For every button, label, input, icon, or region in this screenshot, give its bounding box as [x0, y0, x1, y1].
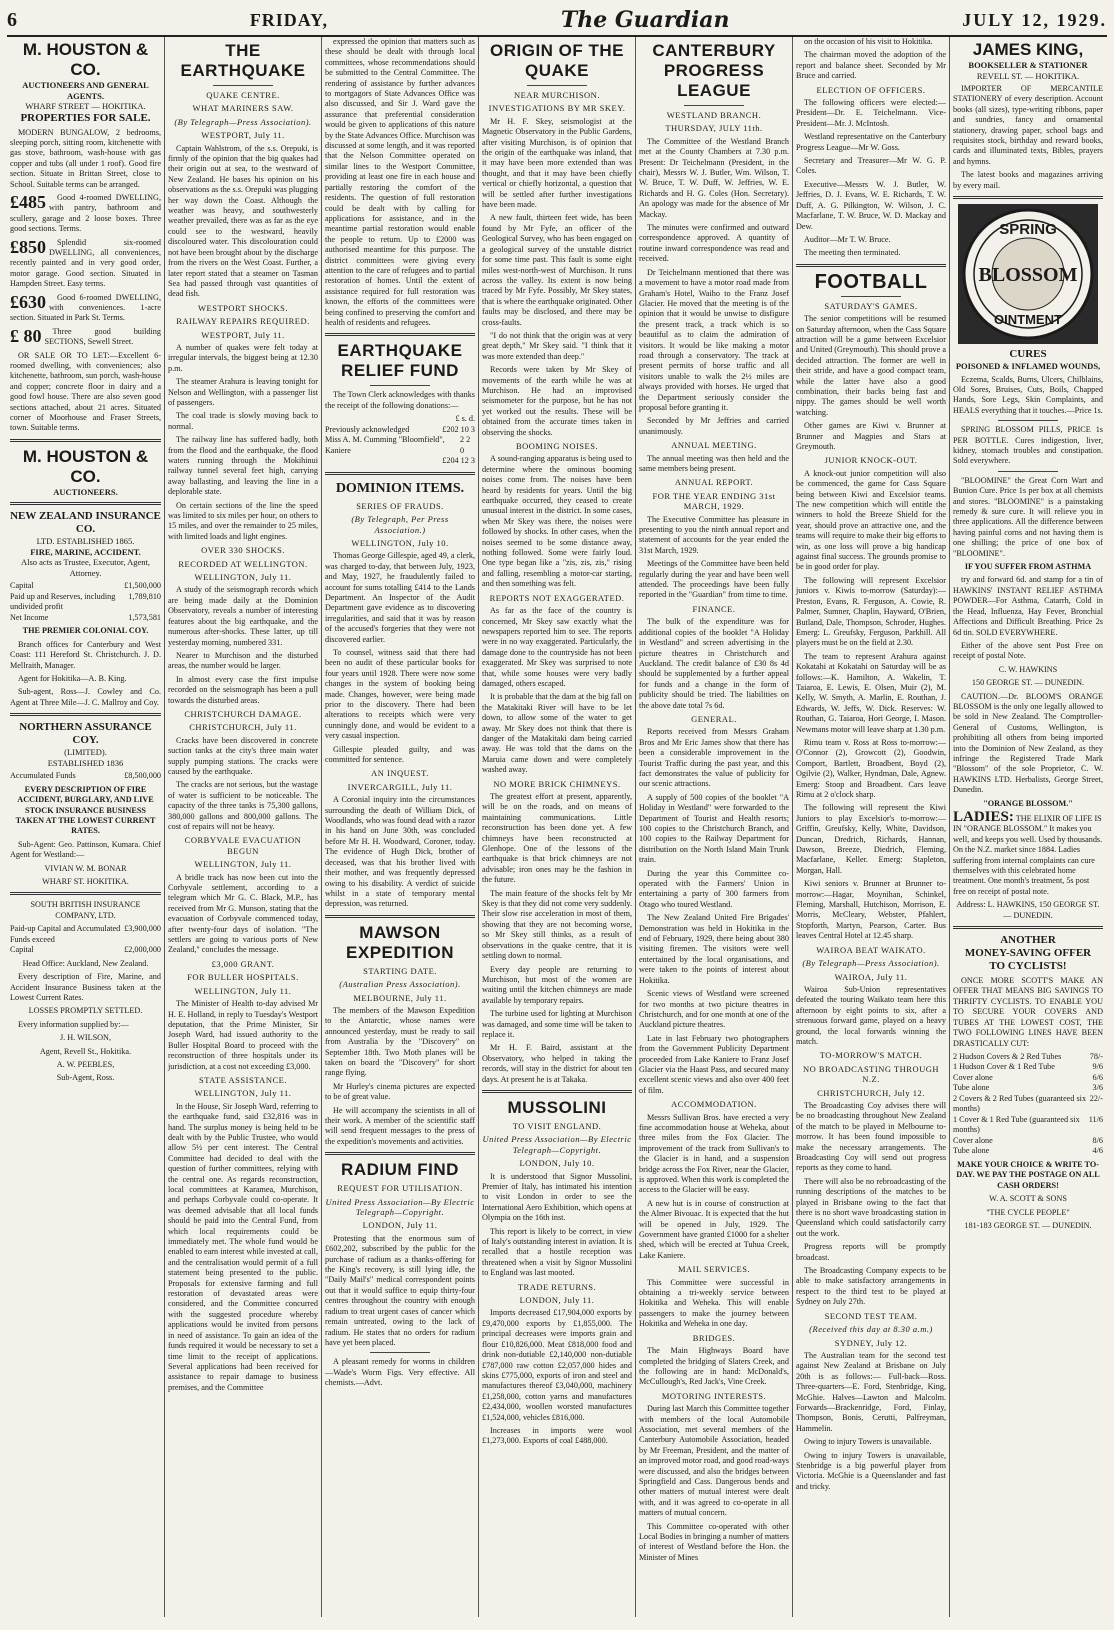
- dateline: LONDON, July 11.: [519, 1295, 595, 1306]
- property-3: [10, 238, 161, 290]
- james-king-ad: [953, 40, 1103, 81]
- nzins-subagent: Sub-agent, Ross—J. Cowley and Co. Agent at Three Mile—J. C. Mallroy and Coy.: [10, 687, 161, 707]
- subhead: WHAT MARINERS SAW.: [192, 103, 294, 114]
- column-2: [164, 37, 321, 1617]
- sbi-agent2-loc: Sub-Agent, Ross.: [56, 1073, 115, 1083]
- cyclist-offer-ad: [953, 934, 1103, 973]
- paragraph: In the House, Sir Joseph Ward, referring to the earthquake fund, said £32,816 was in hand. The surplus money is being held to be dealt with by the Public Trustee, who would allow 5½ per cent interest. The Central Committee had decided to deal with the question of further committees, relying with the central one. As regards reconstruction, local committees at Karamea, Murchison, and perhaps Corbyvale could co-operate. It was deemed advisable that all local funds should be paid into the Central Fund, from which local requirements could be immediately met. The whole fund would be enabled to earn interest while invested at call, and the centralisation would permit of a full statement being presented to the public. Proposals for extensive farming and full restoration of devastated areas were considered, and the Committee concurred with the suggested procedure whereby applications would be invited from persons in need of assistance. To gain an idea of the funds required it would be necessary to set a time limit to the receipt of applications. Several applications had been received for assistance to repair damage to business premises, and the Committee: [168, 1101, 318, 1392]
- dateline: CHRISTCHURCH, July 12.: [817, 1087, 925, 1098]
- paragraph: There will also be no rebroadcasting of the running descriptions of the matches to be played in Brisbane owing to the fact that there is no short wave broadcasting station in Queensland which could satisfactorily carry out the work.: [796, 1176, 946, 1238]
- paragraph: The meeting then terminated.: [804, 248, 901, 258]
- subhead: ANNUAL MEETING.: [671, 440, 757, 451]
- masthead-day: FRIDAY,: [249, 9, 329, 30]
- paragraph: This Committee co-operated with other Local Bodies in bringing a number of matters of interest of Westland before the Hon. the Minister of Mines: [639, 1521, 789, 1562]
- paragraph: A new fault, thirteen feet wide, has been found by Mr Fyfe, an officer of the Geological Survey, who has been engaged on a geological survey of the unstable district for some time past. This fault is some eight miles west-north-west of Murchison. It runs across the valley. Its extent is now being traced by Mr Fyfe. Possibly, Mr Skey states, that is where the earthquake originated. Other faults may be disclosed, and there may be cross-faults.: [482, 213, 632, 327]
- subhead: ANNUAL REPORT.: [674, 477, 754, 488]
- subhead: ACCOMMODATION.: [671, 1099, 757, 1110]
- sbi-title: SOUTH BRITISH INSURANCE COMPANY, LTD.: [30, 900, 141, 920]
- paragraph: The cracks are not serious, but the wastage of water is sufficient to be noticeable. The capacity of the three tanks is 75,300 gallons, 380,000 gallons and 800,000 gallons. The cost of repairs will not be heavy.: [168, 780, 318, 831]
- headline-football: FOOTBALL: [814, 270, 928, 293]
- relief-prev-row: Previously acknowledged £202 10 3: [325, 424, 475, 434]
- nzins-branch: Branch offices for Canterbury and West Coast: 111 Hereford St. Christchurch. J. D. Mellraith, Manager.: [10, 639, 161, 670]
- paragraph: It is understood that Signor Mussolini, Premier of Italy, has intimated his intention to visit London in order to see the International Aero Exhibition, which opens at Olympia on the 16th inst.: [482, 1171, 632, 1223]
- subhead: £3,000 GRANT.: [211, 958, 275, 969]
- subhead: REQUEST FOR UTILISATION.: [337, 1183, 463, 1194]
- nzins-line1: FIRE, MARINE, ACCIDENT.: [30, 546, 141, 557]
- paragraph: Captain Wahlstrom, of the s.s. Orepuki, is firmly of the opinion that the big quakes had their origin out at sea, to the westward of New Zealand. He bases his opinion on his observations as the s.s. Orepuki was plugging her way down the Coast. Although the weather was heavy, and southwesterly weather prevailed, there was as far as the eye could see to the westward, heavily discoloured water. This discolouration could not have been brought about by the discharge from the rivers on the West Coast. Further, a later report stated that a steamer on Tasman Sea had passed through vast quantities of dead fish.: [168, 143, 318, 299]
- asthma-title: IF YOU SUFFER FROM ASTHMA: [964, 562, 1092, 572]
- paragraph: Gillespie pleaded guilty, and was committed for sentence.: [325, 744, 475, 765]
- paragraph: The Minister of Health to-day advised Mr H. E. Holland, in reply to Tuesday's Westport deputation, that the Prime Minister, Sir Joseph Ward, had issued authority to the Buller Hospital Board to proceed with the reconstruction of three hospitals under its jurisdiction, at a cost not exceeding £3,000.: [168, 999, 318, 1071]
- property-1: MODERN BUNGALOW, 2 bedrooms, sleeping porch, sitting room, kitchenette with gas stove, bathroom, wash-house with gas copper and tubs (all under 1 roof). Good fire section. Situate in Brittan Street, close to School. Suitable terms can be arranged.: [10, 127, 161, 189]
- paragraph: Eczema, Scalds, Burns, Ulcers, Chilblains, Old Sores, Bruises, Cuts, Boils, Chapped Hands, Sore Legs, Skin Complaints, and HEALS everything that it touches.—Price 1s.: [953, 374, 1103, 415]
- paragraph: Imports decreased £17,904,000 exports by £9,470,000 exports by £1,855,000. The principal decreases were imports grain and flour £10,826,000. Meat £818,000 food and drink non-dutiable £2,140,000 non-dutiable £787,000 raw cotton £2,057,000 hides and skins £775,000, exports of iron and steel and manufactures thereof £3,040,000, machinery £1,258,000, cotton yarns and manufactures £2,434,000, woollen worsted manufactures £1,524,000, vehicles £816,000.: [482, 1308, 632, 1422]
- nzins-net-row: Net Income 1,573,581: [10, 612, 161, 622]
- divider: [10, 892, 161, 895]
- paragraph: on the occasion of his visit to Hokitika.: [804, 37, 933, 46]
- dateline: WELLINGTON, July 11.: [194, 859, 292, 870]
- dateline: WESTPORT, July 11.: [201, 130, 285, 141]
- paragraph: Owing to injury Towers is unavailable, Stenbridge is a big powerful player from Victoria. McGhie is a Queenslander and fast and tricky.: [796, 1450, 946, 1491]
- paragraph: The Main Highways Board have completed the bridging of Slaters Creek, and the following are in hand: McDonald's, McCullough's, Red Jack's, Vine Creek.: [639, 1346, 789, 1387]
- seal-mid-text: BLOSSOM: [978, 264, 1078, 287]
- property-3-text: Splendid six-roomed DWELLING, all conveniences, recently painted and in very good order, motor garage. Good section. Situated in Hampden Street. Easy terms.: [10, 237, 161, 289]
- king-addr: REVELL ST. — HOKITIKA.: [976, 70, 1080, 81]
- sbi-capital-row: Capital £2,000,000: [10, 945, 161, 955]
- paragraph: Dr Teichelmann mentioned that there was a movement to have a motor road made from Graham's Hotel, Waiho to the Franz Josef Glacier. He moved that the meeting is of the opinion that it would be unwise to disfigure the present track, a track which is so beautiful as to claim the admiration of visitors. It would be like making a motor road through a conservatory. The track at present permits of horse traffic and all visitors unable to walk the 2½ miles are always provided with horses. He urged that the Department seriously consider the proposal before granting it.: [639, 267, 789, 412]
- divider: [213, 85, 273, 86]
- subhead: STARTING DATE.: [363, 965, 437, 976]
- headline-radium: RADIUM FIND: [341, 1160, 459, 1180]
- houston-ad-2: [10, 447, 161, 498]
- divider: [527, 85, 587, 86]
- headline-dominion-items: DOMINION ITEMS.: [335, 480, 465, 496]
- paragraph: Mr H. F. Skey, seismologist at the Magnetic Observatory in the Public Gardens, after visiting Murchison, is of opinion that the origin of the earthquake was inland, that it may have been more extended than was thought, and that it may have been chiefly vertical or chiefly horizontal, a question that will be settled after further investigations have been made.: [482, 116, 632, 210]
- paragraph: The Executive Committee has pleasure in presenting to you the ninth annual report and statement of accounts for the year ended the 31st March, 1929.: [639, 514, 789, 555]
- paragraph: Secretary and Treasurer—Mr W. G. P. Coles.: [796, 156, 946, 176]
- paragraph: "I do not think that the origin was at very great depth," Mr Skey said. "I think that it was more extended than deep.": [482, 330, 632, 361]
- paragraph: A study of the seismograph records which are being made daily at the Dominion Observatory, reveals a number of interesting features about the big earthquake, and the numerous after-shocks. These latter, up till yesterday morning, numbered 331.: [168, 585, 318, 647]
- offer-item: 1 Hudson Cover & 1 Red Tube 9/6: [953, 1062, 1103, 1072]
- dateline: INVERCARGILL, July 11.: [347, 781, 453, 792]
- paragraph: Wairoa Sub-Union representatives defeated the touring Waikato team here this afternoon by eight points to six, after a strenuous forward game, played on a heavy ground, the local forwards winning the match.: [796, 984, 946, 1046]
- king-title: JAMES KING,: [972, 40, 1084, 59]
- paragraph: The latest books and magazines arriving by every mail.: [953, 170, 1103, 190]
- north-title: NORTHERN ASSURANCE COY.: [19, 721, 152, 747]
- divider: [370, 1352, 430, 1353]
- subhead: QUAKE CENTRE.: [206, 90, 280, 100]
- received-note: (Received this day at 8.30 a.m.): [809, 1324, 933, 1335]
- paragraph: The following officers were elected:— President—Dr. E. Teichelmann. Vice-President—Mr. J. McIntosh.: [796, 98, 946, 128]
- offer-title3: TO CYCLISTS!: [989, 960, 1067, 973]
- paragraph: During last March this Committee together with members of the local Automobile Association, met several members of the Canterbury Automobile Association, headed by Mr Freeman, President, and the matter of an improved motor road, and good road-ways were discussed, and also the bridges between Springfield and Cass. Dangerous bends and other matters of mutual interest were dealt with, and it was agreed to co-operate in all matters of mutual concern.: [639, 1404, 789, 1518]
- nzins-agent: Agent for Hokitika—A. B. King.: [18, 674, 127, 683]
- subhead: TRADE RETURNS.: [517, 1281, 597, 1292]
- offer-item: 2 Covers & 2 Red Tubes (guaranteed six months) 22/-: [953, 1093, 1103, 1114]
- headline-origin-quake: ORIGIN OF THE QUAKE: [490, 41, 624, 80]
- property-2-text: Good 4-roomed DWELLING, with pantry, bathroom and scullery, garage and 2 loose boxes. Three good sections. Terms.: [10, 192, 161, 234]
- subhead: CORBYVALE EVACUATION BEGUN: [184, 835, 302, 856]
- paragraph: This Committee were successful in obtaining a tri-weekly service between Hokitika and Weheka. This will enable passengers to make the journey between Hokitika and Weheka in one day.: [639, 1277, 789, 1329]
- headline-earthquake: THE EARTHQUAKE: [180, 41, 306, 80]
- northern-assurance-ad: [10, 721, 161, 768]
- masthead-date: JULY 12, 1929.: [962, 9, 1107, 30]
- paragraph: CAUTION.—Dr. BLOOM'S ORANGE BLOSSOM is the only one legally allowed to be sold in New Zealand. The Comptroller-General of Customs, Wellington, is prohibiting all others from being imported into the Dominion of New Zealand, as they infringe the Registered Trade Mark "Blossom" of the sole Proprietor, C. W. HAWKINS LTD. Herbalists, George Street, Dunedin.: [953, 691, 1103, 795]
- houston2-sub: AUCTIONEERS.: [53, 486, 118, 497]
- paragraph: Mr Hurley's cinema pictures are expected to be of great value.: [325, 1081, 475, 1102]
- nzins-title: NEW ZEALAND INSURANCE CO.: [10, 510, 161, 536]
- sbi-agent1-loc: Agent, Revell St., Hokitika.: [39, 1046, 132, 1056]
- byline: United Press Association—By Electric Telegraph—Copyright.: [325, 1196, 475, 1218]
- king-sub: BOOKSELLER & STATIONER: [968, 60, 1088, 70]
- paragraph: Executive—Messrs W. J. Butler, W. Jeffries, D. J. Evans, W. E. Richards, T. W. Duff, A. G. Pilkington, W. Wilson, J. C. Macfarlane, T. W. Bruce, W. D. Mackay and Dew.: [796, 179, 946, 231]
- property-6: OR SALE OR TO LET:—Excellent 6-roomed dwelling, with conveniences; also kitchenette, bathroom, sun porch, wash-house and copper; concrete floor in dairy and a good fowl house. There are also seven good sections attached, about 21 acres. Situated corner of Moorhouse and Fraser Streets, town. Suitable terms.: [10, 350, 161, 433]
- divider: [796, 264, 946, 267]
- relief-columns: £ s. d.: [455, 414, 475, 424]
- subhead: WAIROA BEAT WAIKATO.: [816, 944, 926, 955]
- newspaper-page: [7, 5, 1107, 1620]
- divider: [998, 420, 1058, 421]
- property-3-price: £850: [10, 236, 46, 257]
- cures-ad: [953, 348, 1103, 372]
- north-sub: (LIMITED).: [64, 747, 107, 758]
- divider: [325, 333, 475, 336]
- paragraph: The minutes were confirmed and outward correspondence approved. A quantity of routine inward correspondence was read and received.: [639, 223, 789, 264]
- sbi-info: Every information supplied by:—: [18, 1019, 129, 1029]
- offer-p2: MAKE YOUR CHOICE & WRITE TO-DAY. WE PAY THE POSTAGE ON ALL CASH ORDERS!: [956, 1159, 1100, 1190]
- paragraph: The team to represent Arahura against Kokatahi at Kokatahi on Saturday will be as follows:—K. Hamilton, A. Wakelin, T. Taiaroa, E. Lewis, E. Olsen, Muir (2), M. Kelly, W. Smyth, A. Marlin, E. Routhan, J. Edwards, W. Jeffs, W. Dick. Reserves: W. Routhan, G. Taiaroa, Hori George, I. Mason. Newmans motor will leave sharp at 1.30 p.m.: [796, 651, 946, 734]
- offer-title1: ANOTHER: [1000, 934, 1056, 947]
- bonar-addr: WHARF ST. HOKITIKA.: [42, 876, 129, 886]
- paragraph: To counsel, witness said that there had been no audit of these particular books for four years until 1928. There were now some changes in the system of booking being made. Changes, however, were being made prior to the discovery. There had been alterations to receipts which were very cunningly done, and would be evident to a very casual inspection.: [325, 647, 475, 741]
- paragraph: The coal trade is slowly moving back to normal.: [168, 411, 318, 431]
- scott-title: W. A. SCOTT & SONS: [989, 1194, 1067, 1204]
- subhead: WESTPORT SHOCKS.: [198, 302, 288, 313]
- headline-mussolini: MUSSOLINI: [507, 1097, 607, 1117]
- divider: [10, 713, 161, 716]
- dateline: LONDON, July 11.: [362, 1220, 438, 1231]
- paragraph: Records were taken by Mr Skey of movements of the earth while he was at Murchison. He had an improvised seismometer for the purpose, but he has not yet worked out the results. These will be obtained from the accurate times taken in observing the shocks.: [482, 365, 632, 437]
- houston2-title: M. HOUSTON & CO.: [22, 446, 149, 486]
- subhead: NEAR MURCHISON.: [514, 90, 600, 100]
- subhead: REPORTS NOT EXAGGERATED.: [489, 592, 625, 603]
- divider: [953, 196, 1103, 199]
- paragraph: Every day people are returning to Murchison, but most of the women are waiting until the kitchen chimneys are made available by temporary repairs.: [482, 964, 632, 1005]
- nzins-colonial: THE PREMIER COLONIAL COY.: [22, 626, 149, 636]
- paragraph: Owing to injury Towers is unavailable.: [804, 1437, 932, 1447]
- seal-graphic: [958, 204, 1098, 344]
- dateline: WAIROA, July 11.: [834, 971, 908, 982]
- paragraph: A bridle track has now been cut into the Corbyvale settlement, according to a telegram which Mr G. C. Black, M.P., has received from Mr G. Munson, stating that the evacuation of Corbyvale commenced today, after twenty-four days of isolation. "The settlers are going to various ports of New Zealand," concludes the message.: [168, 872, 318, 955]
- paragraph: A new hut is in course of construction at the Almer Bivouac. It is expected that the hut will be opened in July, 1929. The Government have granted £1000 for a shelter shed, which will be erected at Tuhua Creek, Lake Kaniere.: [639, 1198, 789, 1260]
- paragraph: Kiwi seniors v. Brunner at Brunner to-morrow:—Hagar, Moynihan, Schinkel, Fleming, Marshall, Hutchison, Morrison, E. Morris, McCleary, Webster, Pfahlert, Stopforth, Martyn, Pearson, Carter. Bus leaves Central Hotel at 12.45 sharp.: [796, 879, 946, 941]
- paragraph: Cracks have been discovered in concrete suction tanks at the city's three main water supply pumping stations. The cracks were caused by the earthquake.: [168, 735, 318, 776]
- hawkins-title: C. W. HAWKINS: [998, 664, 1058, 674]
- dateline: WELLINGTON, July 11.: [194, 1088, 292, 1099]
- paragraph: The Broadcasting Coy advises there will be no broadcasting throughout New Zealand of the match to be played in Melbourne to-morrow. It has been found impossible to make the necessary arrangements. The Broadcasting Coy will send out progress reports as they come to hand.: [796, 1100, 946, 1173]
- subhead: ELECTION OF OFFICERS.: [816, 84, 926, 95]
- sbi-losses: LOSSES PROMPTLY SETTLED.: [28, 1006, 143, 1016]
- paragraph: Mr H. F. Baird, assistant at the Observatory, who helped in taking the records, will stay in the district for about ten days. At present he is at Takaka.: [482, 1043, 632, 1084]
- nzins-sub: LTD. ESTABLISHED 1865.: [36, 536, 135, 547]
- subhead: CHRISTCHURCH DAMAGE.: [184, 708, 302, 719]
- subhead: FOR BULLER HOSPITALS.: [187, 972, 299, 983]
- property-5-price: £ 80: [10, 325, 42, 346]
- masthead: [7, 5, 1107, 37]
- paragraph: The following will represent the Kiwi Juniors to play Excelsior's to-morrow:—Griffin, Greufsky, Kelly, White, Davidson, Duncan, Dredrich, Richards, Hannan, Dawson, Breeze, Diedrich, Fleming, Macfarlane, Keller. Emerg: Stapleton, Morgan, Hall.: [796, 803, 946, 875]
- paragraph: The main feature of the shocks felt by Mr Skey is that they did not come very suddenly. Their slow rise acceleration in most of them, showing that they are not becoming worse, so Mr Skey still thinks, as a result of observations in the quake centre, that it is settling down to normal.: [482, 888, 632, 961]
- scott-addr: 181-183 GEORGE ST. — DUNEDIN.: [964, 1220, 1092, 1230]
- cures-sub: POISONED & INFLAMED WOUNDS,: [955, 361, 1101, 372]
- divider: [10, 502, 161, 505]
- subhead: TO-MORROW'S MATCH.: [819, 1050, 923, 1061]
- paragraph: A supply of 500 copies of the booklet "A Holiday in Westland" were forwarded to the Department of Tourist and Health resorts; 100 copies to the Christchurch Branch, and 100 copies to the Railway Department for distribution on the North Island Main Trunk train.: [639, 792, 789, 865]
- subhead: SERIES OF FRAUDS.: [356, 500, 444, 511]
- ladies-text: THE ELIXIR OF LIFE IS IN "ORANGE BLOSSOM." It makes you well, and keeps you well. Used by thousands. On the N.Z. market since 1884. Ladies suffering from internal complaints can cure themselves with this celebrated home treatment. One month's treatment, 5s post free on receipt of postal note.: [953, 814, 1103, 896]
- sbi-every: Every description of Fire, Marine, and Accident Insurance Business taken at the Lowest Current Rates.: [10, 972, 161, 1002]
- paragraph: ONCE MORE SCOTT'S MAKE AN OFFER THAT MEANS BIG SAVINGS TO THRIFTY CYCLISTS. TO ENABLE YOU TO SECURE YOUR COVERS AND TUBES AT THE LOWEST COST, THE TWO FOLLOWING LINES HAVE BEEN DRASTICALLY CUT:: [953, 976, 1103, 1048]
- paragraph: The annual meeting was then held and the same members being present.: [639, 453, 789, 473]
- column-7: [949, 37, 1106, 1617]
- subhead: SATURDAY'S GAMES.: [824, 300, 918, 311]
- paragraph: The bulk of the expenditure was for additional copies of the booklet "A Holiday in Westland" and screen advertising in the picture theatres in Christchurch and Auckland. The credit balance of £30 8s 4d should be supplemented by a further appeal for funds and a change in the form of publicity should be tried. The liabilities on the above date total 7s 6d.: [639, 617, 789, 710]
- paragraph: It is probable that the dam at the big fall on the Matakitaki River will have to be let down, to allow some of the water to get away. Mr Skey does not think that there is danger of the Matakitaki dam being carried away. He was told that the dams on the Maruia came down and were completely washed away.: [482, 692, 632, 775]
- subhead: STATE ASSISTANCE.: [199, 1074, 287, 1085]
- paragraph: The Committee of the Westland Branch met at the County Chambers at 7.30 p.m. Present: Dr Teichelmann (President, in the chair), Messrs W. J. Butler, Wm. Wilson, T. W. Bruce, T. W. Duff, W. Jeffries, W. E. Richards and H. G. Coles (Hon. Secretary). An apology was made for the absence of Mr Mackay.: [639, 136, 789, 219]
- paragraph: A number of quakes were felt today at irregular intervals, the biggest being at 12.30 p.m.: [168, 342, 318, 373]
- houston-title: M. HOUSTON & CO.: [22, 40, 149, 79]
- headline-relief-fund: EARTHQUAKE RELIEF FUND: [337, 341, 463, 381]
- paragraph: Westland representative on the Canterbury Progress League—Mr W. Goss.: [796, 132, 946, 152]
- paragraph: Protesting that the enormous sum of £602,202, subscribed by the public for the purchase of radium as a thanks-offering for the King's recovery, is still lying idle, the "Daily Mail's" medical correspondent points out that it would suffice to equip thirty-four centres throughout the country with enough radium to treat urgent cases of cancer which remain untreated, owing to the lack of radium. He states that no orders for radium have yet been placed.: [325, 1233, 475, 1347]
- dateline: CHRISTCHURCH, July 11.: [189, 722, 297, 733]
- sbi-agent2: A. W. PEEBLES,: [56, 1059, 115, 1069]
- paragraph: A Coronial inquiry into the circumstances surrounding the death of William Dick, of Woodlands, who was found dead with a razor in his hand on June 30th, was concluded before Mr H. H. Woodward, Coroner, today. The evidence of Hugh Dick, brother of deceased, was that his brother lived with their mother, and was frequently depressed owing to his disability. A verdict of suicide whilst in a state of temporary mental depression, was returned.: [325, 795, 475, 909]
- advertisement-worms: A pleasant remedy for worms in children—Wade's Worm Figs. Very effective. All chemists.—Advt.: [325, 1357, 475, 1388]
- paragraph: Nearer to Murchison and the disturbed areas, the number would be larger.: [168, 650, 318, 671]
- property-2: [10, 193, 161, 235]
- subhead: THURSDAY, JULY 11th.: [665, 123, 763, 134]
- nzins-line2: Also acts as Trustee, Executor, Agent, Attorney.: [20, 557, 151, 578]
- paragraph: The Broadcasting Company expects to be able to make satisfactory arrangements in respect to the third test to be played at Sydney on July 27th.: [796, 1266, 946, 1307]
- subhead: MOTORING INTERESTS.: [661, 1390, 767, 1401]
- dateline: WELLINGTON, July 11.: [194, 572, 292, 583]
- offer-items: [953, 1052, 1103, 1157]
- paragraph: Auditor—Mr T. W. Bruce.: [804, 234, 891, 244]
- dateline: SYDNEY, July 12.: [834, 1337, 908, 1348]
- paragraph: The Australian team for the second test against New Zealand at Brisbane on July 20th is as follows:— Full-back—Ross. Three-quarters—E. Ford, Stenbridge, King, McGhie. Halves—Lawton and Malcolm. Forwards—Brackenridge, Ford, Finlay, Thompson, Bonis, Cerutti, Palfreyman, Hammelin.: [796, 1350, 946, 1433]
- paragraph: Reports received from Messrs Graham Bros and Mr Eric James show that there has been a considerable improvement in the Tourist Traffic during the past year, and this fact demonstrates the value of publicity for our scenic attractions.: [639, 727, 789, 789]
- paragraph: As far as the face of the country is concerned, Mr Skey saw exactly what the newspapers reported him to see. The reports were in no way exaggerated. Particularly, the damage done to the countryside has not been exaggerated. Mr Skey was surprised to note that, while some houses were very badly damaged, others escaped.: [482, 606, 632, 688]
- byline: (By Telegraph, Per Press Association.): [351, 514, 449, 535]
- seal-top-text: SPRING: [999, 221, 1057, 239]
- paragraph: Seconded by Mr Jeffries and carried unanimously.: [639, 416, 789, 436]
- nzins-paid-row: Paid up and Reserves, including undivided profit 1,789,810: [10, 591, 161, 612]
- north-est: ESTABLISHED 1836: [47, 757, 124, 768]
- paragraph: The greatest effort at present, apparently, will be on the roads, and on means of maintaining communications. Little reconstruction has been done yet. A few chimneys have been reconstructed at Glenhope. One of the lessons of the earthquake is that brick chimneys are not advisable; iron ones may be the fashion in the future.: [482, 792, 632, 885]
- offer-title2: MONEY-SAVING OFFER: [964, 947, 1092, 960]
- properties-title: PROPERTIES FOR SALE.: [20, 111, 151, 124]
- paragraph: Increases in imports were wool £1,273,000. Exports of coal £488,000.: [482, 1425, 632, 1446]
- north-desc: EVERY DESCRIPTION OF FIRE ACCIDENT, BURGLARY, AND LIVE STOCK INSURANCE BUSINESS TAKEN AT THE LOWEST CURRENT RATES.: [15, 784, 156, 836]
- paragraph: The railway line has suffered badly, both from the flood and the earthquake, the flood waters running through the Mokihinui railway tunnel several feet high, carrying away ballasting, and leaving the line in a deplorable state.: [168, 435, 318, 497]
- paragraph: In almost every case the first impulse recorded on the seismograph has been a pull towards the disturbed areas.: [168, 674, 318, 705]
- paragraph: A sound-ranging apparatus is being used to determine where the ominous booming noises come from. The noises have been heard by residents for years. Until the big earthquake occurred, they ceased to create unusual interest in the district. In some cases, when Mr Skey was there, the noises were followed by shocks. In other cases, when the noises seemed to be some distance away, nothing followed. Some were fairly loud. One type began like a "zis, zis, zis," rising and falling, resembling a motor-car starting, and then something was felt.: [482, 454, 632, 589]
- sbi-paid-row: Paid-up Capital and Accumulated Funds exceed £3,900,000: [10, 924, 161, 944]
- divider: [325, 472, 475, 475]
- sbi-agent1: J. H. WILSON,: [59, 1033, 112, 1043]
- subhead: MAIL SERVICES.: [677, 1264, 751, 1275]
- seal-bot-text: OINTMENT: [994, 312, 1062, 328]
- cures-title: CURES: [1009, 348, 1047, 361]
- houston-sub: AUCTIONEERS AND GENERAL AGENTS.: [22, 80, 149, 101]
- houston-ad: [10, 40, 161, 125]
- hawkins-addr: 150 GEORGE ST. — DUNEDIN.: [971, 678, 1085, 688]
- property-4-text: Good 6-roomed DWELLING, with conveniences. 1-acre section. Situated in Park St. Terms.: [10, 292, 161, 323]
- byline: (By Telegraph—Press Association).: [174, 116, 312, 127]
- paragraph: The steamer Arahura is leaving tonight for Nelson and Wellington, with a passenger list of passengers.: [168, 377, 318, 407]
- paragraph: Thomas George Gillespie, aged 49, a clerk, was charged to-day, that between July, 1923, and May, 1927, he fraudulently failed to account for sums totalling £414 to the Lands Department. An Inspector of the Audit Department gave evidence as to discovering irregularities, and said that it was by reason of the accused's forgeries that they were not discovered earlier.: [325, 551, 475, 644]
- relief-total-row: £204 12 3: [442, 456, 475, 466]
- spring-blossom-seal-icon: [958, 204, 1098, 344]
- paragraph: The senior competitions will be resumed on Saturday afternoon, when the Cass Square attraction will be a game between Excelsior and United (Greymouth). This should prove a decided attraction. The former are well in their stride, and have a good compact team, while the latter have also a good combination, their backs being fast and nippy. The games should be well worth watching.: [796, 314, 946, 417]
- paragraph: Late in last February two photographers from the Government Publicity Department proceeded from Lake Kaniere to Franz Josef Glacier via the Haast Pass, and secured many excellent scenic views and also over 400 feet of film.: [639, 1033, 789, 1095]
- north-funds-row: Accumulated Funds £8,500,000: [10, 771, 161, 781]
- divider: [482, 1090, 632, 1093]
- subhead: WESTLAND BRANCH.: [666, 110, 762, 120]
- paragraph: This report is likely to be correct, in view of Italy's outstanding interest in aviation. It is recalled that a hostile reception was threatened when a visit by Signor Mussolini to England was last mooted.: [482, 1226, 632, 1278]
- property-4: [10, 293, 161, 324]
- subhead: FINANCE.: [692, 603, 736, 614]
- divider: [998, 471, 1058, 472]
- offer-item: Tube alone 4/6: [953, 1146, 1103, 1156]
- paragraph: On certain sections of the line the speed was limited to six miles per hour, on others to 15 miles, and over the remainder to 25 miles, with limited loads and light engines.: [168, 500, 318, 541]
- divider: [684, 105, 744, 106]
- column-1: [7, 37, 164, 1617]
- paragraph: The turbine used for lighting at Murchison was damaged, and some time will be taken to replace it.: [482, 1009, 632, 1039]
- headline-progress-league: CANTERBURY PROGRESS LEAGUE: [652, 41, 776, 100]
- offer-item: Cover alone 6/6: [953, 1072, 1103, 1082]
- dateline: WELLINGTON, July 10.: [351, 537, 449, 548]
- property-4-price: £630: [10, 291, 46, 312]
- divider: [953, 926, 1103, 929]
- column-3: [321, 37, 478, 1617]
- paragraph: The Town Clerk acknowledges with thanks the receipt of the following donations:—: [325, 390, 475, 410]
- dateline: WESTPORT, July 11.: [201, 329, 285, 340]
- sbi-head: Head Office: Auckland, New Zealand.: [22, 958, 149, 968]
- paragraph: He will accompany the scientists in all of their work. A member of the scientific staff will send frequent messages to the press of the expedition's movements and activities.: [325, 1105, 475, 1146]
- divider: [370, 385, 430, 386]
- dateline: LONDON, July 10.: [519, 1158, 595, 1169]
- divider: [325, 1152, 475, 1155]
- offer-item: Cover alone 8/6: [953, 1135, 1103, 1145]
- columns: [7, 37, 1107, 1617]
- subhead: BRIDGES.: [692, 1332, 736, 1343]
- offer-item: 2 Hudson Covers & 2 Red Tubes 78/-: [953, 1051, 1103, 1061]
- paragraph: Progress reports will be promptly broadcast.: [796, 1242, 946, 1262]
- paper-name: The Guardian: [560, 7, 730, 33]
- page-number: 6: [7, 8, 17, 31]
- subhead: NO MORE BRICK CHIMNEYS.: [493, 778, 621, 789]
- paragraph: Either of the above sent Post Free on receipt of postal Note.: [953, 640, 1103, 661]
- paragraph: SPRING BLOSSOM PILLS, PRICE 1s PER BOTTLE. Cures indigestion, liver, kidney, stomach troubles and constipation. Sold everywhere.: [953, 425, 1103, 466]
- subhead: AN INQUEST.: [371, 768, 429, 779]
- divider: [325, 915, 475, 918]
- offer-item: 1 Cover & 1 Red Tube (guaranteed six months) 11/6: [953, 1114, 1103, 1135]
- divider: [841, 296, 901, 297]
- byline: United Press Association—By Electric Telegraph—Copyright.: [482, 1134, 632, 1155]
- orange-title: "ORANGE BLOSSOM.": [983, 798, 1073, 808]
- byline: (By Telegraph—Press Association).: [802, 958, 940, 969]
- subhead: JUNIOR KNOCK-OUT.: [824, 455, 918, 466]
- paragraph: The following will represent Excelsior juniors v. Kiwis to-morrow (Saturday):—Preston, Evans, R. Ferguson, A. Cowie, R. Palmer, Sumner, Chaplin, Hayward, O'Brien, Butland, Dale, Thompson, Schroder, Hughes. Emerg: L. Greufsky, Ferguson, Parkhill. All players must be on the field at 2.30.: [796, 575, 946, 648]
- paragraph: During the year this Committee co-operated with the Farmers' Union in entertaining a party of 300 farmers from Otago who toured Westland.: [639, 868, 789, 909]
- column-5: [635, 37, 792, 1617]
- houston-addr: WHARF STREET — HOKITIKA.: [25, 101, 146, 111]
- subhead: GENERAL.: [691, 713, 737, 724]
- subhead: OVER 330 SHOCKS.: [201, 545, 285, 556]
- nzins-capital-row: Capital £1,500,000: [10, 581, 161, 591]
- column-4: [478, 37, 635, 1617]
- paragraph: The members of the Mawson Expedition to the Antarctic, whose names were announced yesterday, must be ready to sail from Australia by the "Discovery" on September 18th. Two Moth planes will be taken on board the "Discovery" for short range flying.: [325, 1005, 475, 1078]
- property-5: [10, 327, 161, 348]
- column-6: [792, 37, 949, 1617]
- divider: [10, 439, 161, 442]
- dateline: WELLINGTON, July 11.: [194, 985, 292, 996]
- subhead: BOOMING NOISES.: [515, 441, 599, 451]
- paragraph: try and forward 6d. and stamp for a tin of HAWKINS' INSTANT RELIEF ASTHMA POWDER—For Asthma, Catarrh, Cold in the Head, Influenza, Hay Fever, Bronchial Affections and Difficult Breathing. Price 2s 6d tin. SOLD EVERYWHERE.: [953, 575, 1103, 637]
- relief-miss-row: Miss A. M. Cumming "Bloomfield", Kaniere 2 2 0: [325, 435, 471, 455]
- paragraph: The chairman moved the adoption of the report and balance sheet. Seconded by Mr Bruce and carried.: [796, 50, 946, 81]
- paragraph: The New Zealand United Fire Brigades' Demonstration was held in Hokitika in the end of February, 1929, there being about 380 visiting firemen. The visitors were well entertained by the local organisations, and were taken to the points of interest about Hokitika.: [639, 913, 789, 985]
- scott-sub: "THE CYCLE PEOPLE": [986, 1207, 1070, 1217]
- subhead: TO VISIT ENGLAND.: [512, 1120, 602, 1131]
- paragraph: Messrs Sullivan Bros. have erected a very fine accommodation house at Weheka, about three miles from the Fox Glacier. The improvement of the track from Sullivan's to the Glacier is in hand, and a suspension bridge across the Fox River, near the Glacier, is approved. When this work is completed the access to the Glacier will be easy.: [639, 1112, 789, 1195]
- byline: (Australian Press Association).: [339, 979, 461, 990]
- offer-item: Tube alone 3/6: [953, 1083, 1103, 1093]
- nz-insurance-ad: [10, 510, 161, 578]
- ladies-addr: Address: L. HAWKINS, 150 GEORGE ST. — DUNEDIN.: [956, 900, 1100, 920]
- paragraph: expressed the opinion that matters such as these should be dealt with through local committees, whose recommendations should be submitted to the Central Committee. The rendering of assistance by further advances to mortgagors of State Advances Office was also discussed, and Sir J. Ward gave the assurance that preferential consideration would be given to applications of this nature by the State Advances Office. Murchison was discussed at some length, and it was reported that the Nelson Committee operated on similar lines to the Westport Committee, providing at least one fire in each house and partially restoring the comfort of the residents. The question of full restoration could be dealt with by calling for applications for assistance, and in the meantime partial restoration would enable the people to return. Up to £2000 was authorised meantime for this purpose. The district committees were giving every attention to the care of refugees and to partial restoration of homes. Until the extent of assistance required for full restoration was known, the efforts of the committees were being confined to preserving the comfort and health of residents and refugees.: [325, 37, 475, 327]
- ladies-ad: [953, 809, 1103, 897]
- dateline: MELBOURNE, July 11.: [353, 992, 447, 1003]
- paragraph: Scenic views of Westland were screened for two months at two picture theatres in Christchurch, and for one month at one of the Auckland picture theatres.: [639, 989, 789, 1030]
- property-5-text: Three good building SECTIONS, Sewell Street.: [44, 326, 161, 347]
- paragraph: "BLOOMINE" the Great Corn Wart and Bunion Cure. Price 1s per box at all chemists and stores. "BLOOMINE" is a painstaking remedy & sure cure. It will relieve you in three applications. All the difference between having painful corns and not having them is one shilling; the price of one box of "BLOOMINE".: [953, 475, 1103, 558]
- paragraph: IMPORTER OF MERCANTILE STATIONERY of every description. Account books (all sizes), type-writing ribbons, paper and sundries, fancy and ornamental stationery, drawing paper, school bags and requisites stock, birthday and reward books, cards and illuminated texts, Bibles, prayers and hymns.: [953, 84, 1103, 166]
- ladies-title: LADIES:: [953, 809, 1014, 825]
- subhead: RAILWAY REPAIRS REQUIRED.: [176, 316, 310, 327]
- property-2-price: £485: [10, 191, 46, 212]
- subhead: INVESTIGATIONS BY MR SKEY.: [488, 103, 626, 114]
- subhead: NO BROADCASTING THROUGH N.Z.: [802, 1063, 940, 1085]
- bonar-name: VIVIAN W. M. BONAR: [44, 863, 127, 873]
- paragraph: A knock-out junior competition will also be commenced, the game for Cass Square being between Kiwi and Excelsior teams. The new competition which will entitle the winners to hold the Breeze Shield for the year, should prove an attractive one, and the teams will require to make their big efforts to win, as one loss will prove a big handicap against final success. The grounds promise to be in good order for play.: [796, 468, 946, 572]
- paragraph: Other games are Kiwi v. Brunner at Brunner and Magpies and Stars at Greymouth.: [796, 421, 946, 451]
- paragraph: Rimu team v. Ross at Ross to-morrow:—O'Connor (2), Growcott (2), Goodwin, Comport, Bartlett, Broadbent, Boyd (2), Ogilvie (2), Walker, Hyndman, Dale, Agnew. Emerg: Stoop and Broadbent. Cars leave Rimu at 2 o'clock sharp.: [796, 737, 946, 799]
- north-agent: Sub-Agent: Geo. Pattinson, Kumara. Chief Agent for Westland:—: [10, 839, 161, 860]
- headline-mawson: MAWSON EXPEDITION: [346, 922, 454, 962]
- paragraph: Meetings of the Committee have been held regularly during the year and have been well attended. The proceedings have been fully reported in the "Guardian" from time to time.: [639, 559, 789, 600]
- subhead: FOR THE YEAR ENDING 31st MARCH, 1929.: [652, 490, 776, 512]
- subhead: RECORDED AT WELLINGTON.: [178, 558, 308, 569]
- subhead: SECOND TEST TEAM.: [824, 1310, 918, 1321]
